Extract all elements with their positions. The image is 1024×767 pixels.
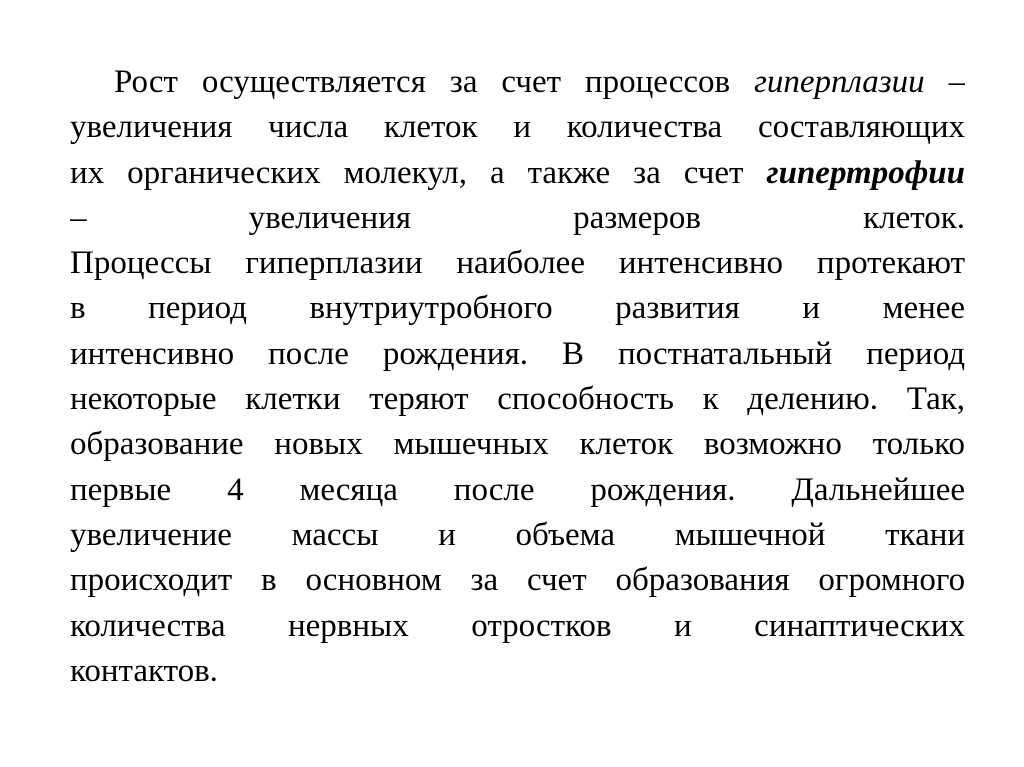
- word: и: [438, 516, 456, 553]
- word: гиперплазии: [245, 245, 423, 282]
- word: рождения.: [590, 471, 736, 508]
- word: огромного: [818, 562, 965, 599]
- word: ткани: [885, 516, 965, 553]
- word: делению.: [747, 381, 879, 418]
- word: счет: [501, 64, 562, 100]
- word: интенсивно: [70, 335, 235, 372]
- word: клеток: [383, 109, 478, 146]
- word: –: [70, 199, 87, 236]
- word: месяца: [299, 471, 398, 508]
- word: период: [148, 290, 247, 327]
- word: Так,: [906, 381, 965, 418]
- word: 4: [227, 471, 244, 508]
- term-hyperplasia: гиперплазии: [753, 64, 925, 100]
- word: увеличение: [70, 516, 232, 553]
- word: органических: [127, 154, 321, 191]
- word: период: [866, 335, 965, 372]
- word: массы: [291, 516, 379, 553]
- word: постнатальный: [617, 335, 833, 372]
- word: также: [527, 154, 611, 191]
- text-line: [70, 468, 965, 513]
- word: клеток.: [863, 199, 965, 236]
- word: интенсивно: [618, 245, 783, 282]
- word: размеров: [573, 199, 701, 236]
- word: к: [702, 381, 719, 418]
- text-line: [70, 332, 965, 377]
- word: увеличения: [248, 199, 412, 236]
- word: мышечных: [393, 426, 549, 463]
- word: способность: [497, 381, 674, 418]
- text-line: [70, 60, 965, 105]
- word: первые: [70, 471, 172, 508]
- word: образования: [615, 562, 790, 599]
- word: возможно: [703, 426, 842, 463]
- word: –: [948, 64, 965, 100]
- word: рождения.: [382, 335, 528, 372]
- word: объема: [515, 516, 615, 553]
- word: увеличения: [70, 109, 233, 146]
- text-line: [70, 377, 965, 422]
- text-line: [70, 604, 965, 649]
- text-line: [70, 151, 965, 196]
- word: В: [561, 335, 584, 372]
- text-line: [70, 649, 965, 694]
- text-line: [70, 286, 965, 331]
- word: составляющих: [757, 109, 965, 146]
- word: Процессы: [70, 245, 212, 282]
- word: новых: [274, 426, 363, 463]
- word: и: [673, 607, 692, 644]
- word: количества: [566, 109, 723, 146]
- word: развития: [615, 290, 740, 327]
- word: менее: [882, 290, 965, 327]
- word: после: [268, 335, 349, 372]
- word: за: [470, 562, 499, 599]
- word: в: [70, 290, 86, 327]
- word: процессов: [584, 64, 731, 100]
- word: наиболее: [456, 245, 585, 282]
- word: количества: [70, 607, 226, 644]
- word: в: [261, 562, 277, 599]
- word: а: [489, 154, 505, 191]
- word: происходит: [70, 562, 233, 599]
- word: и: [802, 290, 821, 327]
- word: осуществляется: [201, 64, 426, 100]
- text-line: [70, 196, 965, 241]
- text-line: [70, 241, 965, 286]
- word: счет: [683, 154, 744, 191]
- word: за: [633, 154, 661, 191]
- word: некоторые: [70, 381, 217, 418]
- word: протекают: [816, 245, 965, 282]
- word: счет: [526, 562, 587, 599]
- text-line: [70, 513, 965, 558]
- word: Дальнейшее: [791, 471, 965, 508]
- word: Рост: [114, 64, 178, 100]
- text-line: [70, 105, 965, 150]
- word: клеток: [579, 426, 674, 463]
- word: клетки: [245, 381, 341, 418]
- term-hypertrophy: гипертрофии: [766, 154, 965, 191]
- word: основном: [305, 562, 442, 599]
- word: их: [70, 154, 105, 191]
- word: за: [449, 64, 478, 100]
- word: молекул,: [343, 154, 467, 191]
- text-line: [70, 558, 965, 603]
- body-paragraph: [70, 60, 965, 694]
- word: синаптических: [754, 607, 965, 644]
- word: внутриутробного: [309, 290, 553, 327]
- word: отростков: [471, 607, 612, 644]
- word: после: [453, 471, 535, 508]
- word: контактов.: [70, 652, 218, 689]
- word: и: [513, 109, 531, 146]
- word: теряют: [369, 381, 469, 418]
- word: мышечной: [674, 516, 826, 553]
- word: числа: [268, 109, 349, 146]
- word: только: [872, 426, 965, 463]
- word: нервных: [288, 607, 409, 644]
- word: образование: [70, 426, 244, 463]
- text-line: [70, 422, 965, 467]
